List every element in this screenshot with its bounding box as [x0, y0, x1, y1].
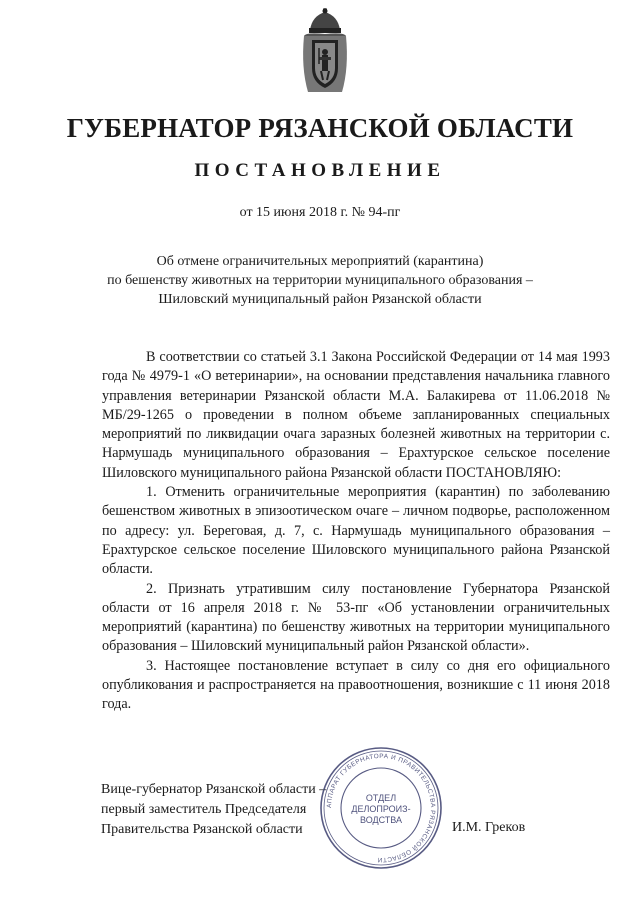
position-line: первый заместитель Председателя — [101, 802, 307, 817]
coat-of-arms-icon — [298, 8, 352, 96]
document-date-number: от 15 июня 2018 г. № 94-пг — [239, 205, 401, 220]
stamp-ring-text: АППАРАТ ГУБЕРНАТОРА И ПРАВИТЕЛЬСТВА РЯЗАНСКОЙ ОБЛАСТИ — [325, 752, 437, 864]
document-type: ПОСТАНОВЛЕНИЕ — [194, 160, 446, 181]
resolution-item-2: 2. Признать утратившим силу постановление Губернатора Рязанской области от 16 апреля 2018 г. № 53-пг «Об установлении ограничительных мероприятий (карантина) по бешенству животных на территории муниципального образования – Шиловский муниципальный район Рязанской области». — [102, 580, 610, 655]
signatory-position — [101, 780, 326, 840]
signatory-name: И.М. Греков — [452, 820, 526, 835]
subject-line: Шиловский муниципальный район Рязанской области — [158, 292, 482, 307]
stamp-center-line: ВОДСТВА — [359, 815, 403, 825]
document-body — [102, 348, 610, 715]
stamp-center-line: ДЕЛОПРОИЗ- — [351, 804, 411, 814]
resolution-item-3: 3. Настоящее постановление вступает в силу со дня его официального опубликования и распространяется на правоотношения, возникшие с 11 июня 2018 года. — [102, 657, 610, 713]
stamp-center-line: ОТДЕЛ — [365, 793, 397, 803]
preamble-paragraph: В соответствии со статьей 3.1 Закона Российской Федерации от 14 мая 1993 года № 4979-1 «О ветеринарии», на основании представления начальника главного управления ветеринарии Рязанской области М.А. Балакирева от 11.06.2018 № МБ/29-1265 о проведении в полном объеме запланированных специальных мероприятий по ликвидации очага заразных болезней животных на территории с. Нармушадь муниципального образования – Ерахтурское сельское поселение Шиловского муниципального района Рязанской области ПОСТАНОВЛЯЮ: — [102, 349, 610, 481]
position-line: Правительства Рязанской области — [101, 822, 303, 837]
document-subject — [0, 252, 640, 309]
issuing-authority-title: ГУБЕРНАТОР РЯЗАНСКОЙ ОБЛАСТИ — [66, 113, 574, 143]
office-stamp-icon — [318, 745, 444, 871]
subject-line: по бешенству животных на территории муниципального образования – — [107, 273, 533, 288]
resolution-item-1: 1. Отменить ограничительные мероприятия (карантин) по заболеванию бешенством животных в эпизоотическом очаге – личном подворье, расположенном по адресу: ул. Береговая, д. 7, с. Нармушадь муниципального образования – Ерахтурское сельское поселение Шиловского муниципального района Рязанской области. — [102, 484, 610, 578]
subject-line: Об отмене ограничительных мероприятий (карантина) — [156, 254, 484, 269]
position-line: Вице-губернатор Рязанской области – — [101, 782, 327, 797]
